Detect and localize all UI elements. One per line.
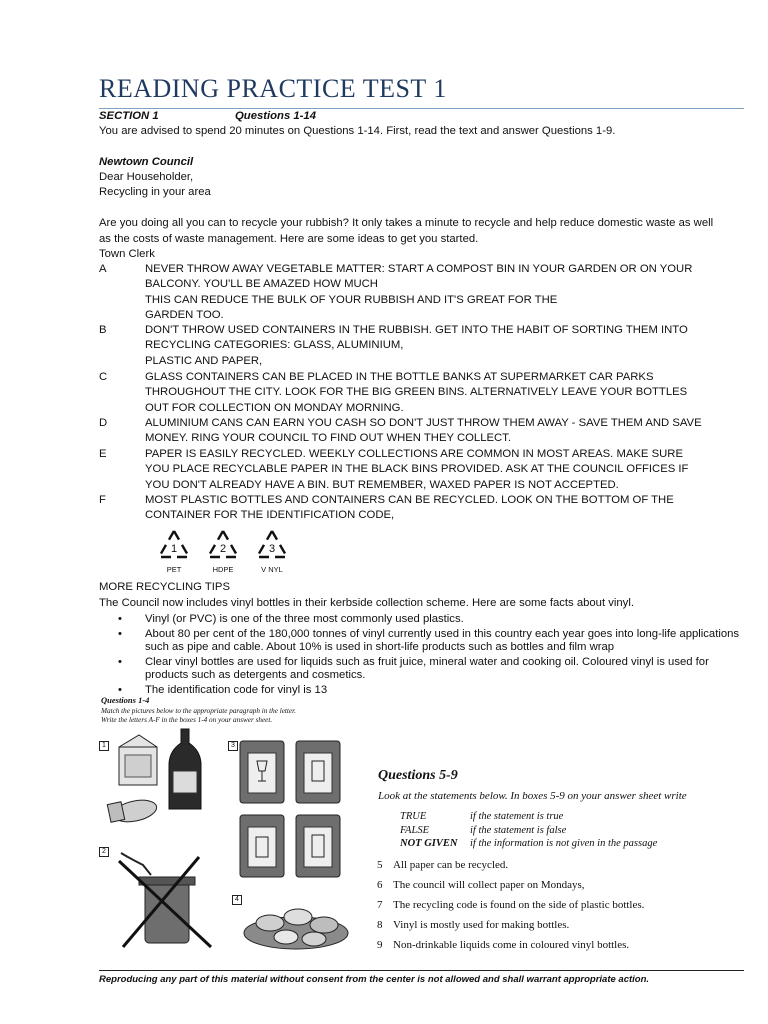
statement-text: The council will collect paper on Mondays, bbox=[393, 879, 585, 891]
letter-sender: Newtown Council bbox=[99, 156, 194, 168]
footer-notice: Reproducing any part of this material without consent from the center is not allowed and shall warrant appropriate action. bbox=[99, 974, 650, 985]
letter-signoff: Town Clerk bbox=[99, 248, 155, 260]
paragraph-line: PAPER IS EASILY RECYCLED. WEEKLY COLLECTIONS ARE COMMON IN MOST AREAS. MAKE SURE bbox=[145, 448, 683, 460]
picture-number: 2 bbox=[99, 847, 109, 857]
statement-row bbox=[377, 879, 585, 891]
statement-number: 6 bbox=[377, 879, 383, 891]
section-intro: You are advised to spend 20 minutes on Questions 1-14. First, read the text and answer Questions 1-9. bbox=[99, 125, 616, 137]
paragraph-letter: E bbox=[99, 448, 107, 460]
bins-illustration bbox=[228, 737, 358, 897]
picture-number: 3 bbox=[228, 741, 238, 751]
legend-key: TRUE bbox=[400, 811, 427, 822]
statement-row bbox=[377, 939, 629, 951]
title-divider bbox=[99, 108, 744, 109]
statement-text: Vinyl is mostly used for making bottles. bbox=[393, 919, 570, 931]
paragraph-e bbox=[145, 447, 745, 493]
tips-list bbox=[118, 613, 743, 699]
list-item: • Clear vinyl bottles are used for liquids such as fruit juice, mineral water and cooking oil. Coloured vinyl is used for products such as detergents and cosmetics. bbox=[118, 656, 709, 682]
legend-key: FALSE bbox=[400, 825, 429, 836]
paragraph-letter: D bbox=[99, 417, 108, 429]
paragraph-line: THIS CAN REDUCE THE BULK OF YOUR RUBBISH AND IT'S GREAT FOR THE bbox=[145, 293, 558, 306]
paragraph-line: GLASS CONTAINERS CAN BE PLACED IN THE BOTTLE BANKS AT SUPERMARKET CAR PARKS bbox=[145, 371, 654, 383]
code-label: HDPE bbox=[212, 565, 234, 574]
bullet-icon: • bbox=[118, 628, 122, 640]
paragraph-d bbox=[145, 416, 745, 447]
paragraph-line: CONTAINER FOR THE IDENTIFICATION CODE, bbox=[145, 509, 395, 522]
legend-desc: if the information is not given in the passage bbox=[470, 838, 658, 849]
statement-number: 9 bbox=[377, 939, 383, 951]
paragraph-letter: C bbox=[99, 371, 108, 383]
paragraph-line: GARDEN TOO. bbox=[145, 308, 224, 321]
statement-number: 8 bbox=[377, 919, 383, 931]
questions-1-4-heading: Questions 1-4 bbox=[101, 695, 150, 705]
statement-row bbox=[377, 899, 644, 911]
paragraph-line: MOST PLASTIC BOTTLES AND CONTAINERS CAN BE RECYCLED. LOOK ON THE BOTTOM OF THE bbox=[145, 494, 674, 506]
code-number: 1 bbox=[170, 543, 178, 555]
paragraph-line: ALUMINIUM CANS CAN EARN YOU CASH SO DON'T JUST THROW THEM AWAY - SAVE THEM AND SAVE bbox=[145, 417, 702, 429]
paragraph-letter: A bbox=[99, 263, 107, 275]
paragraph-letter: B bbox=[99, 324, 107, 336]
paragraph-line: YOU PLACE RECYCLABLE PAPER IN THE BLACK BINS PROVIDED. ASK AT THE COUNCIL OFFICES IF bbox=[145, 463, 689, 476]
list-item: • Vinyl (or PVC) is one of the three most commonly used plastics. bbox=[118, 613, 464, 625]
statement-row bbox=[377, 919, 569, 931]
bullet-icon: • bbox=[118, 656, 122, 669]
legend-row bbox=[400, 838, 657, 849]
paragraph-f bbox=[145, 493, 745, 524]
statement-row bbox=[377, 859, 508, 871]
page-title: READING PRACTICE TEST 1 bbox=[99, 74, 447, 103]
paragraph-line: RECYCLING CATEGORIES: GLASS, ALUMINIUM, bbox=[145, 339, 404, 352]
code-label: PET bbox=[166, 565, 182, 574]
code-label: V NYL bbox=[261, 565, 283, 574]
picture-2-crossed-bin bbox=[99, 845, 219, 950]
recycling-codes bbox=[150, 527, 300, 575]
code-number: 2 bbox=[219, 543, 227, 555]
picture-3-bins bbox=[228, 737, 358, 897]
picture-4-cans bbox=[228, 893, 358, 955]
paragraph-a bbox=[145, 262, 745, 323]
legend-desc: if the statement is false bbox=[470, 825, 567, 836]
section-questions: Questions 1-14 bbox=[235, 110, 316, 122]
picture-number: 1 bbox=[99, 741, 109, 751]
questions-5-9-instruction: Look at the statements below. In boxes 5-9 on your answer sheet write bbox=[378, 790, 687, 802]
letter-body-line: Are you doing all you can to recycle your rubbish? It only takes a minute to recycle and help reduce domestic waste as well bbox=[99, 217, 714, 229]
letter-subject: Recycling in your area bbox=[99, 186, 211, 198]
recycling-codes-graphic bbox=[150, 527, 300, 575]
code-number: 3 bbox=[268, 543, 276, 555]
legend-key: NOT GIVEN bbox=[400, 838, 458, 849]
bullet-icon: • bbox=[118, 684, 122, 697]
paragraph-line: NEVER THROW AWAY VEGETABLE MATTER: START A COMPOST BIN IN YOUR GARDEN OR ON YOUR bbox=[145, 263, 693, 275]
list-item: • About 80 per cent of the 180,000 tonnes of vinyl currently used in this country each year goes into long-life applications such as pipe and cable. About 10% is used in short-life products such as bottles and film wrap bbox=[118, 628, 740, 654]
bullet-icon: • bbox=[118, 613, 122, 625]
paragraph-line: MONEY. RING YOUR COUNCIL TO FIND OUT WHEN THEY COLLECT. bbox=[145, 432, 511, 445]
paragraph-line: OUT FOR COLLECTION ON MONDAY MORNING. bbox=[145, 401, 404, 414]
cans-illustration bbox=[228, 893, 358, 955]
tips-intro: The Council now includes vinyl bottles in their kerbside collection scheme. Here are some facts about vinyl. bbox=[99, 597, 634, 609]
paragraph-letter: F bbox=[99, 494, 106, 506]
tips-heading: MORE RECYCLING TIPS bbox=[99, 581, 230, 593]
legend-desc: if the statement is true bbox=[470, 811, 564, 822]
paragraph-line: PLASTIC AND PAPER, bbox=[145, 354, 263, 367]
legend-row bbox=[400, 825, 566, 836]
containers-illustration bbox=[99, 727, 219, 837]
paragraph-line: YOU DON'T ALREADY HAVE A BIN. BUT REMEMBER, WAXED PAPER IS NOT ACCEPTED. bbox=[145, 478, 619, 491]
crossed-bin-illustration bbox=[99, 845, 219, 950]
paragraph-c bbox=[145, 370, 745, 416]
paragraph-line: DON'T THROW USED CONTAINERS IN THE RUBBISH. GET INTO THE HABIT OF SORTING THEM INTO bbox=[145, 324, 688, 336]
legend-row bbox=[400, 811, 563, 822]
statement-text: All paper can be recycled. bbox=[393, 859, 509, 871]
paragraph-b bbox=[145, 323, 745, 369]
statement-text: The recycling code is found on the side of plastic bottles. bbox=[393, 899, 645, 911]
picture-number: 4 bbox=[232, 895, 242, 905]
letter-greeting: Dear Householder, bbox=[99, 171, 194, 183]
paragraph-line: BALCONY. YOU'LL BE AMAZED HOW MUCH bbox=[145, 278, 378, 291]
statement-number: 7 bbox=[377, 899, 383, 911]
picture-1-containers bbox=[99, 727, 219, 837]
questions-5-9-heading: Questions 5-9 bbox=[378, 768, 458, 783]
statement-number: 5 bbox=[377, 859, 383, 871]
section-label: SECTION 1 bbox=[99, 110, 159, 122]
footer-divider bbox=[99, 970, 744, 971]
questions-1-4-instruction: Match the pictures below to the appropriate paragraph in the letter. Write the letters A-F in the boxes 1-4 on your answer sheet. bbox=[101, 707, 296, 724]
letter-body-line: as the costs of waste management. Here are some ideas to get you started. bbox=[99, 233, 479, 245]
list-item: • The identification code for vinyl is 13 bbox=[118, 684, 328, 697]
statement-text: Non-drinkable liquids come in coloured vinyl bottles. bbox=[393, 939, 630, 951]
paragraph-line: THROUGHOUT THE CITY. LOOK FOR THE BIG GREEN BINS. ALTERNATIVELY LEAVE YOUR BOTTLES bbox=[145, 386, 688, 399]
